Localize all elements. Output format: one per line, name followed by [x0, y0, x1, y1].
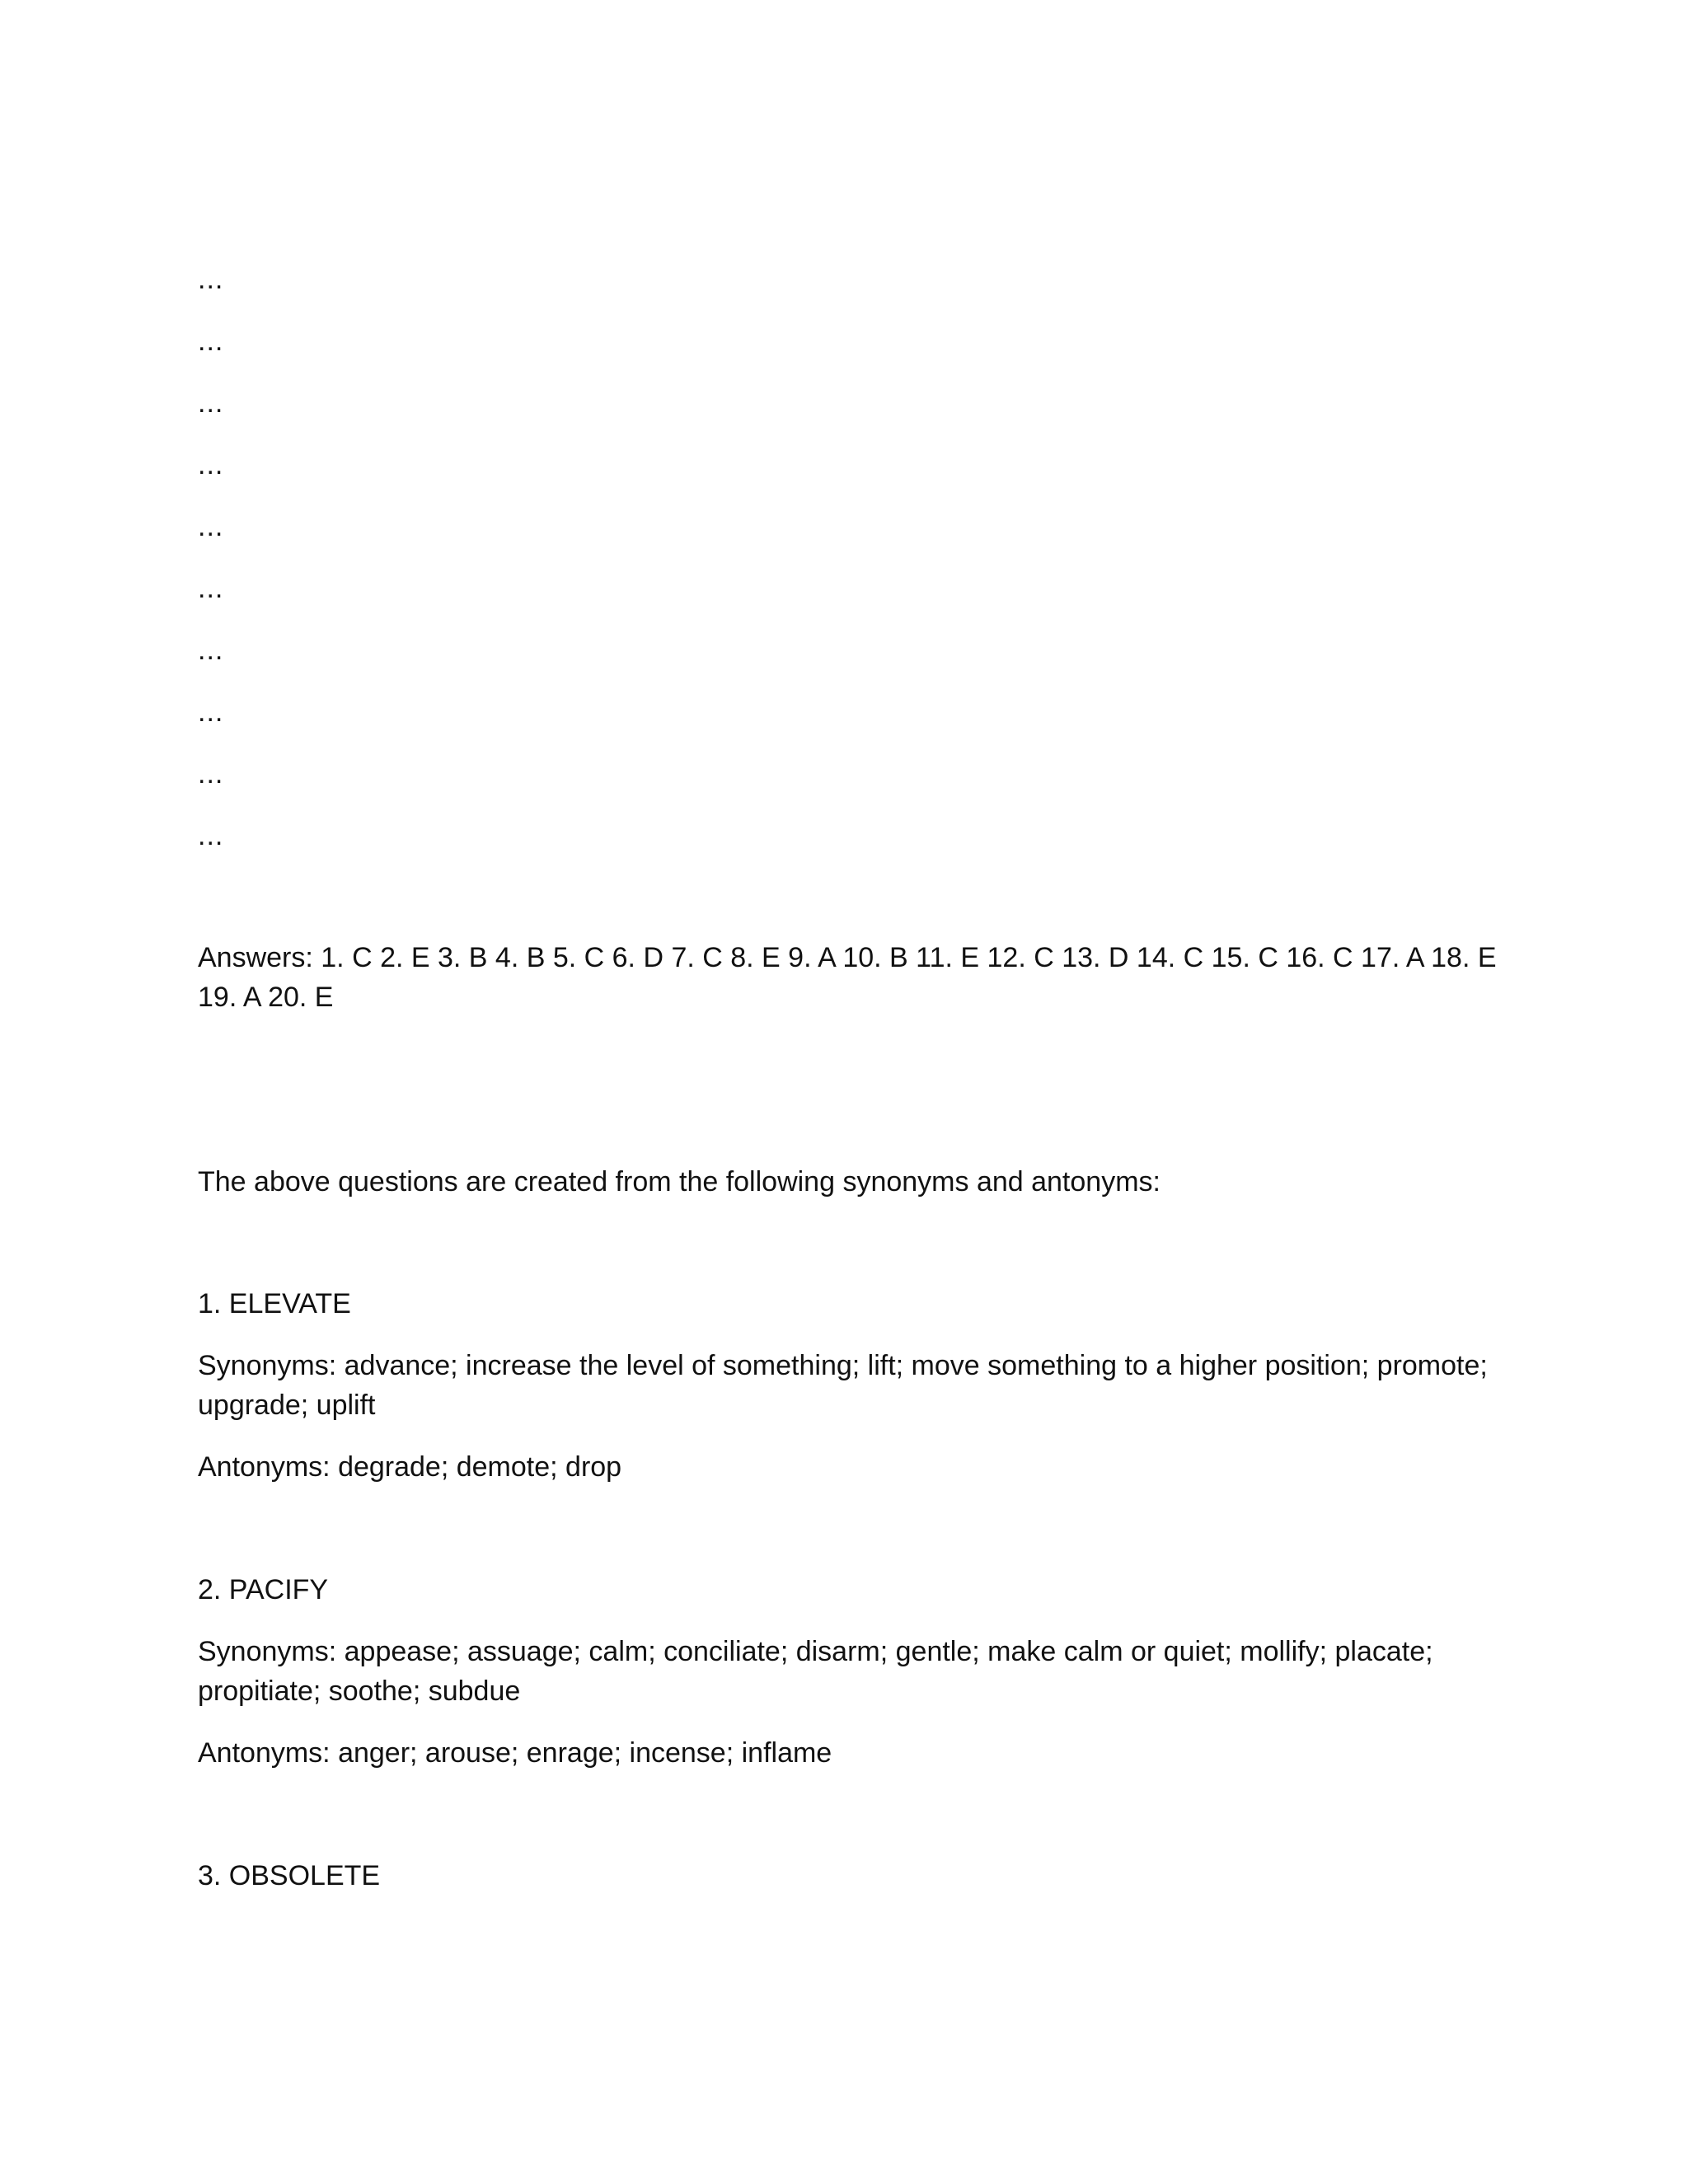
ellipsis-line: ...	[198, 326, 224, 357]
ellipsis-line: ...	[198, 820, 224, 851]
ellipsis-line: ...	[198, 758, 224, 790]
entry-heading-obsolete: 3. OBSOLETE	[198, 1860, 381, 1891]
ellipsis-line: ...	[198, 264, 224, 295]
ellipsis-line: ...	[198, 696, 224, 728]
ellipsis-line: ...	[198, 387, 224, 419]
entry-heading-pacify: 2. PACIFY	[198, 1574, 329, 1605]
intro-paragraph: The above questions are created from the following synonyms and antonyms:	[198, 1166, 1160, 1197]
ellipsis-line: ...	[198, 635, 224, 666]
entry-heading-elevate: 1. ELEVATE	[198, 1288, 351, 1319]
answer-key: Answers: 1. C 2. E 3. B 4. B 5. C 6. D 7. C 8. E 9. A 10. B 11. E 12. C 13. D 14. C 15. C 16. C 17. A 18. E 19. A 20. E	[198, 942, 1497, 1013]
ellipsis-line: ...	[198, 573, 224, 604]
entry-synonyms-elevate: Synonyms: advance; increase the level of something; lift; move something to a higher position; promote; upgrade; uplift	[198, 1350, 1488, 1421]
entry-antonyms-elevate: Antonyms: degrade; demote; drop	[198, 1451, 622, 1483]
entry-antonyms-pacify: Antonyms: anger; arouse; enrage; incense; inflame	[198, 1737, 832, 1769]
ellipsis-line: ...	[198, 449, 224, 480]
entry-synonyms-pacify: Synonyms: appease; assuage; calm; conciliate; disarm; gentle; make calm or quiet; mollify; placate; propitiate; soothe; subdue	[198, 1636, 1433, 1707]
ellipsis-line: ...	[198, 511, 224, 542]
